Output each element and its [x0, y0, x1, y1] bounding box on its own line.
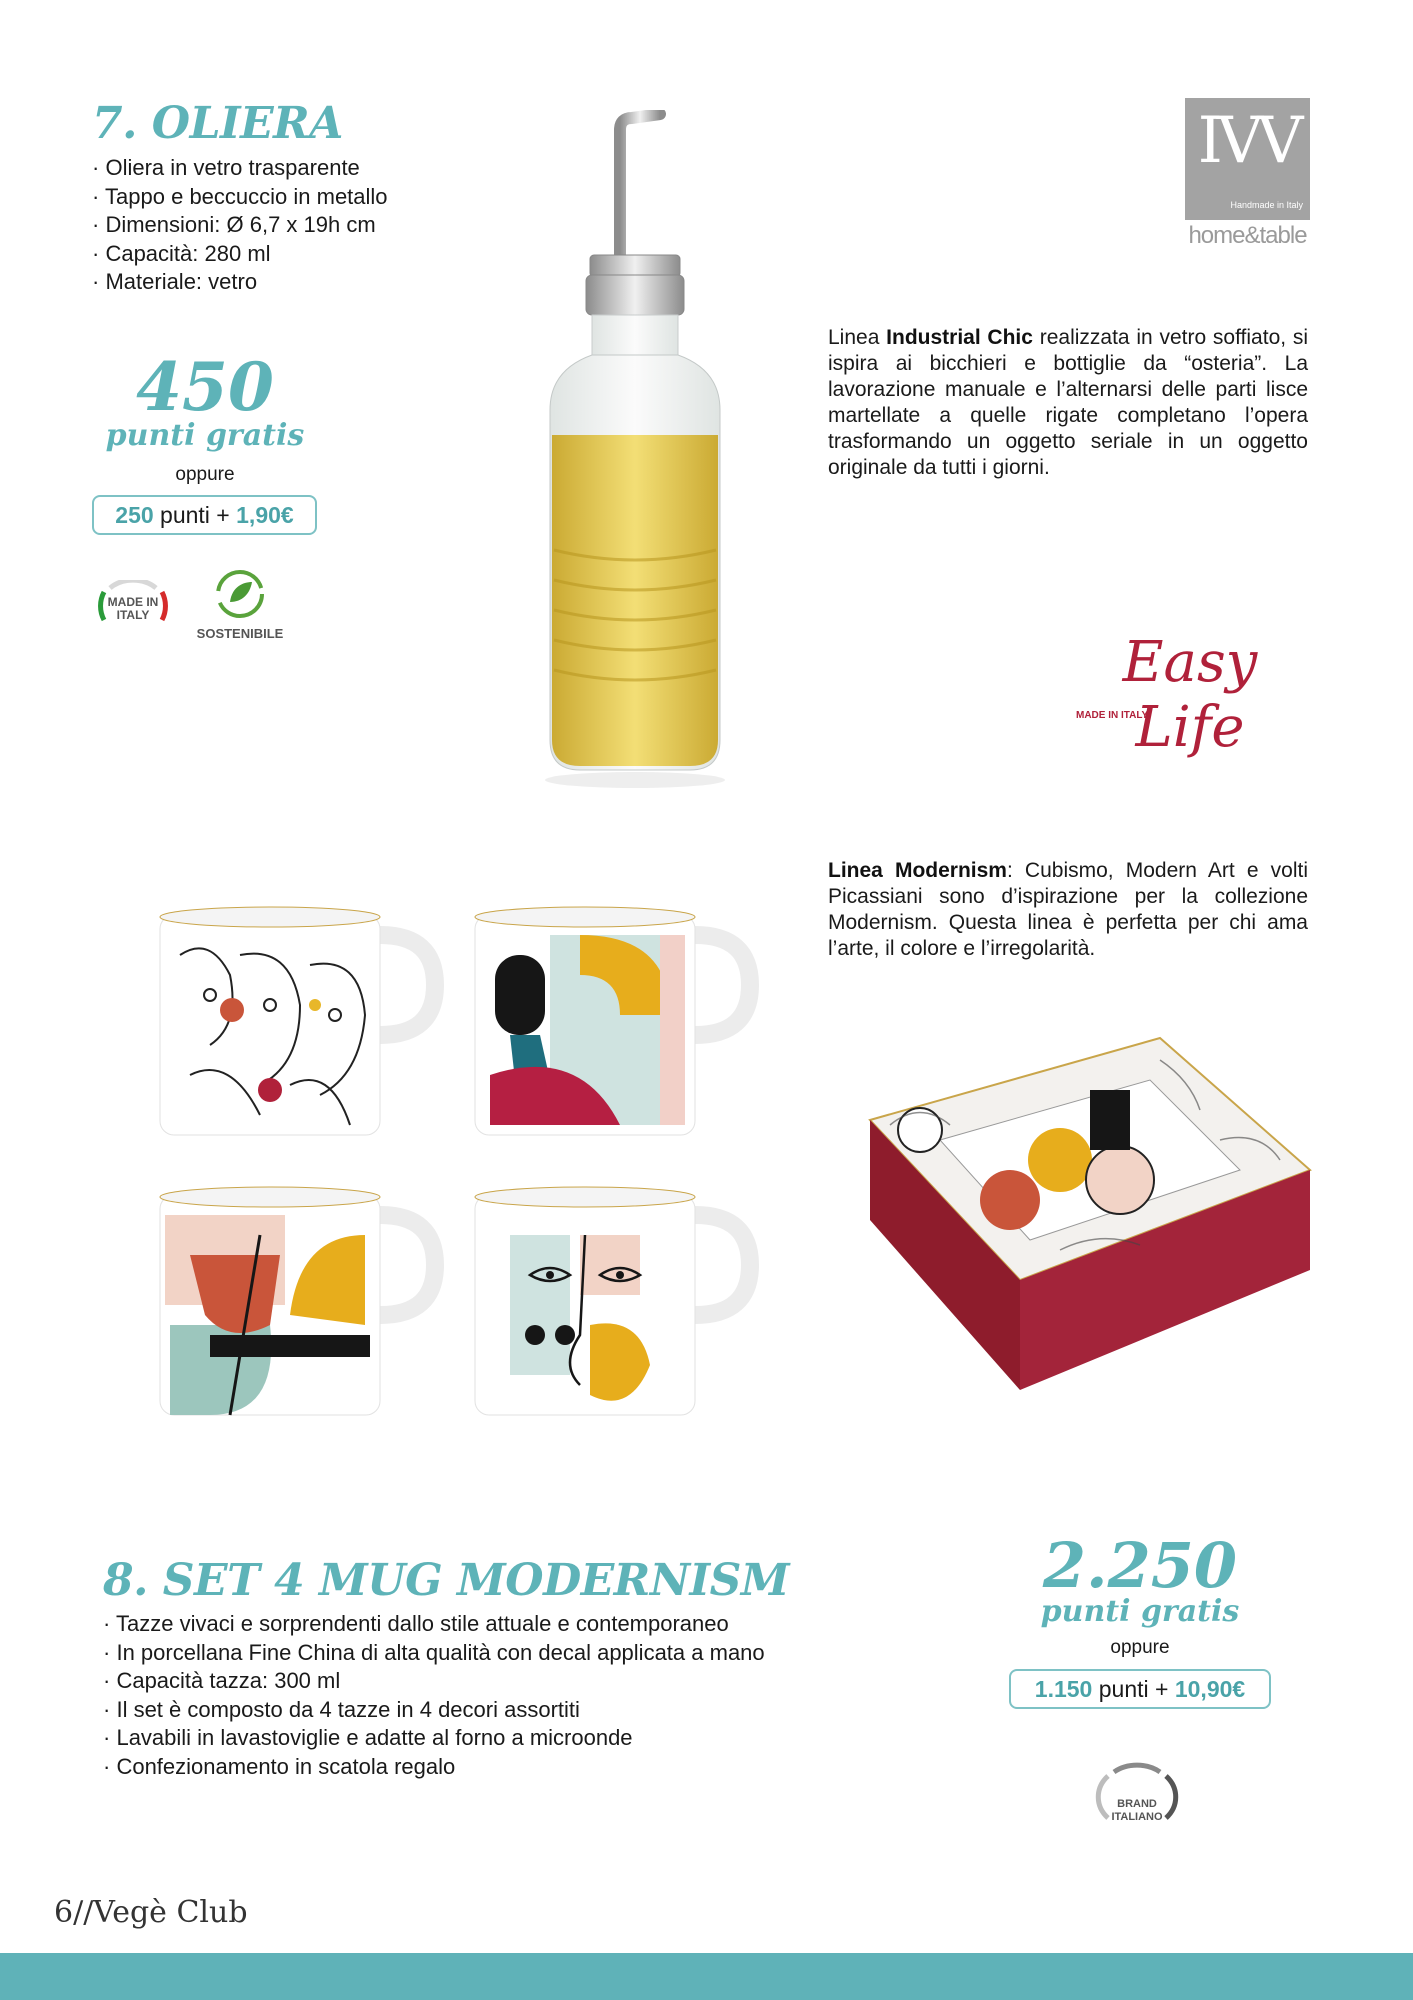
description-text: : Cubismo, Modern Art e volti Picassiani sono d’ispirazione per la collezione Modernism. Questa linea è perfetta per chi ama l’arte, il colore e l’irregolarità.: [828, 859, 1308, 960]
product8-points-label: punti gratis: [1040, 1594, 1240, 1629]
product7-bullet-list: [92, 154, 512, 297]
made-in-italy-badge: [90, 580, 176, 632]
list-item: · Capacità: 280 ml: [92, 240, 512, 269]
product7-alt-price-box: [92, 495, 317, 535]
alt-price-value: 10,90€: [1174, 1676, 1246, 1702]
list-item: · Capacità tazza: 300 ml: [103, 1667, 863, 1696]
description-line-name: Industrial Chic: [886, 326, 1033, 349]
page-footer-label: 6//Vegè Club: [54, 1895, 248, 1930]
product7-description: [828, 325, 1308, 481]
gift-box-image: [860, 1030, 1320, 1400]
easylife-logo-subline: MADE IN ITALY: [1076, 710, 1149, 721]
product8-bullet-list: [103, 1610, 863, 1781]
ivv-logo-subline: Handmade in Italy: [1230, 200, 1303, 210]
list-item: · Oliera in vetro trasparente: [92, 154, 512, 183]
sustainable-badge: [190, 568, 290, 646]
ivv-logo-tagline: home&table: [1188, 222, 1307, 249]
description-line-name: Linea Modernism: [828, 859, 1007, 882]
list-item: · In porcellana Fine China di alta qualità con decal applicata a mano: [103, 1639, 863, 1668]
ivv-logo-box: [1185, 98, 1310, 220]
product8-points: 2.250: [1042, 1529, 1238, 1602]
list-item: · Materiale: vetro: [92, 268, 512, 297]
product7-title: 7. OLIERA: [92, 98, 343, 149]
mug-face: [475, 1187, 750, 1415]
alt-points-word: punti +: [1098, 1676, 1169, 1702]
list-item: · Confezionamento in scatola regalo: [103, 1753, 863, 1782]
list-item: · Tappo e beccuccio in metallo: [92, 183, 512, 212]
easylife-logo-name: Easy Life: [1122, 630, 1258, 760]
product8-or-label: oppure: [1110, 1637, 1170, 1658]
alt-points-value: 250: [115, 502, 154, 528]
product7-or-label: oppure: [175, 464, 235, 485]
alt-price-value: 1,90€: [236, 502, 294, 528]
list-item: · Lavabili in lavastoviglie e adatte al forno a microonde: [103, 1724, 863, 1753]
alt-points-word: punti +: [160, 502, 230, 528]
oil-bottle-image: [520, 110, 750, 790]
easylife-brand-logo: [1060, 630, 1320, 760]
ivv-brand-logo: [1185, 98, 1310, 258]
made-in-italy-label: MADE IN ITALY: [107, 595, 159, 622]
mug-abstract-2: [160, 1187, 435, 1415]
product8-description: [828, 858, 1308, 962]
list-item: · Tazze vivaci e sorprendenti dallo stile attuale e contemporaneo: [103, 1610, 863, 1639]
alt-points-value: 1.150: [1034, 1676, 1093, 1702]
description-text: realizzata in vetro soffiato, si ispira ai bicchieri e bottiglie da “osteria”. La lavorazione manuale e l’alternarsi delle parti lisce martellate a quelle rigate completano l’opera trasformando un oggetto seriale in un oggetto originale da tutti i giorni.: [828, 326, 1309, 479]
product7-points: 450: [136, 348, 274, 426]
description-prefix: Linea: [828, 326, 887, 349]
ivv-logo-letters: IVV: [1197, 104, 1298, 178]
mugs-image: [150, 895, 790, 1455]
product7-points-label: punti gratis: [105, 418, 305, 453]
sustainable-label: SOSTENIBILE: [196, 626, 284, 641]
mug-faces: [160, 907, 435, 1135]
list-item: · Dimensioni: Ø 6,7 x 19h cm: [92, 211, 512, 240]
brand-italiano-label: BRAND ITALIANO: [1111, 1798, 1163, 1823]
mug-abstract-1: [475, 907, 750, 1135]
list-item: · Il set è composto da 4 tazze in 4 decori assortiti: [103, 1696, 863, 1725]
product8-alt-price-box: [1009, 1669, 1271, 1709]
footer-bar: [0, 1953, 1413, 2000]
leaf-icon: [212, 568, 268, 620]
product8-title: 8. SET 4 MUG MODERNISM: [103, 1555, 790, 1606]
brand-italiano-badge: [1092, 1762, 1182, 1832]
